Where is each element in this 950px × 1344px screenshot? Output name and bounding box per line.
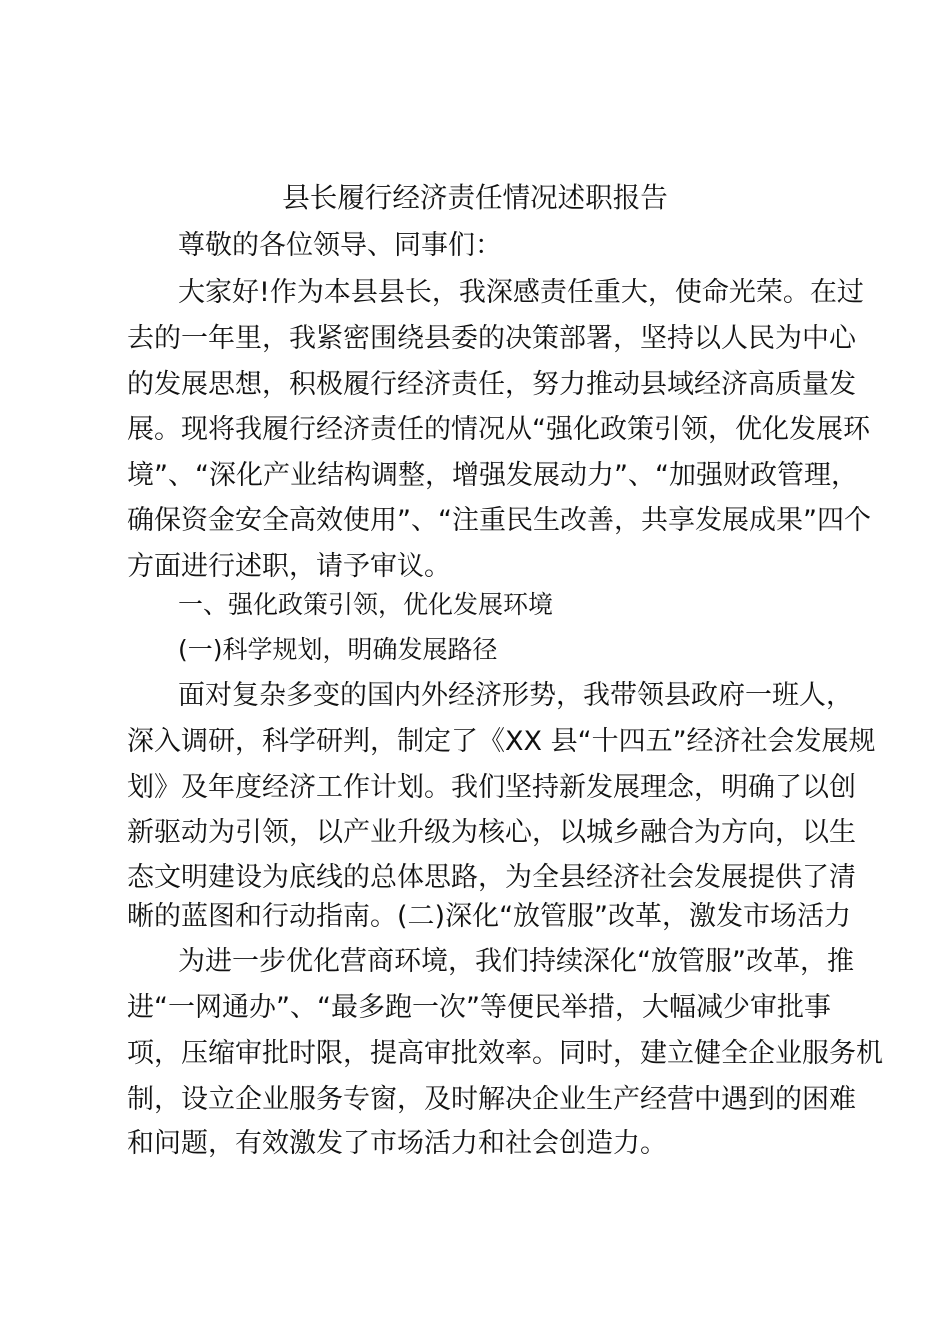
paragraph-line: 展。现将我履行经济责任的情况从“强化政策引领，优化发展环	[127, 414, 870, 445]
paragraph-line: 的发展思想，积极履行经济责任，努力推动县域经济高质量发	[127, 369, 856, 400]
section-heading: 一、强化政策引领，优化发展环境	[178, 590, 554, 619]
paragraph-line: 去的一年里，我紧密围绕县委的决策部署，坚持以人民为中心	[127, 323, 856, 354]
paragraph-line: 面对复杂多变的国内外经济形势，我带领县政府一班人，	[178, 680, 853, 711]
paragraph-line: 大家好!作为本县县长，我深感责任重大，使命光荣。在过	[178, 277, 864, 308]
paragraph-line: 新驱动为引领，以产业升级为核心，以城乡融合为方向，以生	[127, 817, 856, 848]
subsection-heading: (一)科学规划，明确发展路径	[178, 635, 498, 664]
paragraph-line: 为进一步优化营商环境，我们持续深化“放管服”改革，推	[178, 946, 854, 977]
paragraph-line: 进“一网通办”、“最多跑一次”等便民举措，大幅减少审批事	[127, 992, 831, 1023]
paragraph-line: 确保资金安全高效使用”、“注重民生改善，共享发展成果”四个	[127, 505, 871, 536]
paragraph-line: 制，设立企业服务专窗，及时解决企业生产经营中遇到的困难	[127, 1084, 856, 1115]
paragraph-line: 方面进行述职，请予审议。	[127, 551, 451, 582]
salutation: 尊敬的各位领导、同事们：	[178, 230, 502, 261]
paragraph-line: 和问题，有效激发了市场活力和社会创造力。	[127, 1128, 667, 1159]
paragraph-line: 深入调研，科学研判，制定了《XX 县“十四五”经济社会发展规	[127, 726, 876, 757]
paragraph-line: 晰的蓝图和行动指南。(二)深化“放管服”改革，激发市场活力	[127, 901, 852, 932]
paragraph-line: 态文明建设为底线的总体思路，为全县经济社会发展提供了清	[127, 862, 856, 893]
paragraph-line: 境”、“深化产业结构调整，增强发展动力”、“加强财政管理，	[127, 460, 858, 491]
paragraph-line: 划》及年度经济工作计划。我们坚持新发展理念，明确了以创	[127, 772, 856, 803]
paragraph-line: 项，压缩审批时限，提高审批效率。同时，建立健全企业服务机	[127, 1038, 883, 1069]
document-title: 县长履行经济责任情况述职报告	[282, 182, 668, 214]
